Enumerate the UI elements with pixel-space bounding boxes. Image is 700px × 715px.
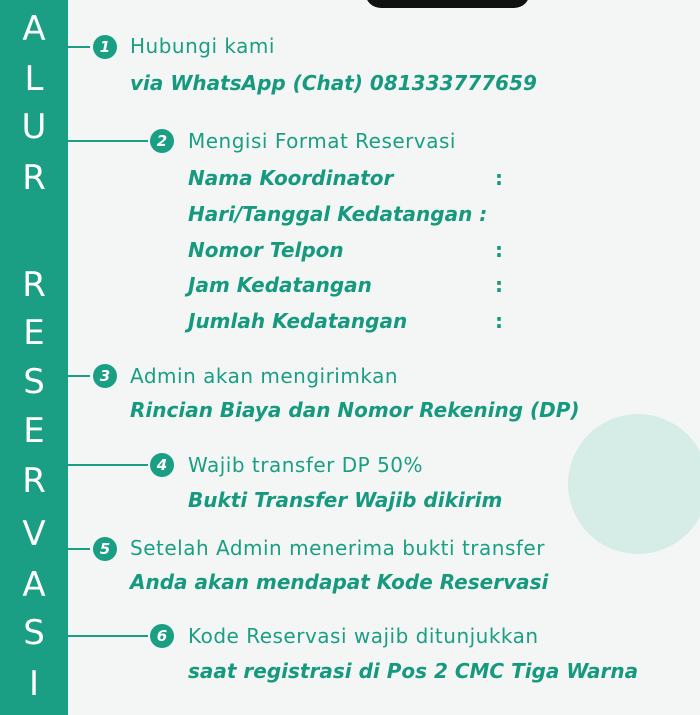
step-detail: Anda akan mendapat Kode Reservasi [130, 570, 549, 594]
field-colon: : [495, 238, 503, 262]
sidebar-letter: E [23, 411, 45, 451]
sidebar-letter: R [22, 265, 46, 305]
step-title: Hubungi kami [130, 34, 275, 58]
sidebar-bar [0, 0, 68, 715]
connector-line [68, 375, 90, 377]
connector-line [68, 548, 90, 550]
step-title: Kode Reservasi wajib ditunjukkan [188, 624, 539, 648]
sidebar-letter: E [23, 313, 45, 353]
step-title: Mengisi Format Reservasi [188, 129, 456, 153]
sidebar-letter: R [22, 461, 46, 501]
form-field-label: Hari/Tanggal Kedatangan : [188, 202, 488, 226]
step-number-badge: 6 [150, 624, 174, 648]
sidebar-letter: I [28, 664, 40, 704]
connector-line [68, 635, 148, 637]
field-colon: : [495, 309, 503, 333]
step-detail: Rincian Biaya dan Nomor Rekening (DP) [130, 398, 580, 422]
step-detail: saat registrasi di Pos 2 CMC Tiga Warna [188, 659, 639, 683]
step-number-badge: 4 [150, 453, 174, 477]
sidebar-letter: L [24, 59, 44, 99]
sidebar-letter: S [23, 613, 45, 653]
sidebar-letter: A [22, 9, 46, 49]
sidebar-letter: U [21, 107, 47, 147]
form-field-label: Nama Koordinator [188, 166, 394, 190]
decorative-circle [568, 414, 700, 554]
step-number-badge: 3 [93, 364, 117, 388]
step-number-badge: 5 [93, 537, 117, 561]
form-field-label: Nomor Telpon [188, 238, 344, 262]
step-detail: Bukti Transfer Wajib dikirim [188, 488, 503, 512]
sidebar-letter: S [23, 362, 45, 402]
sidebar-letter: A [22, 565, 46, 605]
connector-line [68, 464, 148, 466]
step-detail: via WhatsApp (Chat) 081333777659 [130, 71, 537, 95]
sidebar-letter: V [22, 514, 46, 554]
sidebar-letter: R [22, 158, 46, 198]
connector-line [68, 46, 90, 48]
step-title: Setelah Admin menerima bukti transfer [130, 536, 545, 560]
step-title: Admin akan mengirimkan [130, 364, 399, 388]
step-number-badge: 2 [150, 129, 174, 153]
camera-notch [365, 0, 530, 8]
form-field-label: Jam Kedatangan [188, 273, 372, 297]
step-number-badge: 1 [93, 35, 117, 59]
field-colon: : [495, 166, 503, 190]
field-colon: : [495, 273, 503, 297]
form-field-label: Jumlah Kedatangan [188, 309, 408, 333]
connector-line [68, 140, 148, 142]
step-title: Wajib transfer DP 50% [188, 453, 424, 477]
